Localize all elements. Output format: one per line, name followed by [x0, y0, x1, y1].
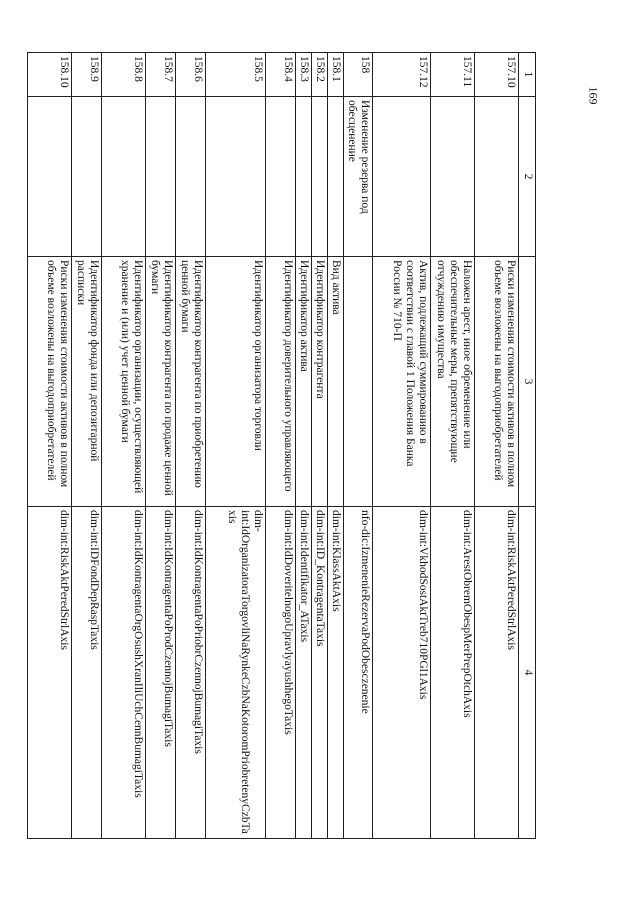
row-name — [296, 97, 312, 257]
data-table — [27, 52, 536, 839]
row-code: dim-int:IdDoveritelnogoUpravlyayushhegoTaxis — [266, 507, 296, 839]
row-number: 157.12 — [373, 53, 431, 97]
row-description: Идентификатор контрагента по приобретению ценной бумаги — [176, 257, 206, 507]
row-code: dim-int:VkhodSostAktTreb710PGl1Axis — [373, 507, 431, 839]
row-name — [431, 97, 475, 257]
row-number: 157.11 — [431, 53, 475, 97]
row-number: 158.3 — [296, 53, 312, 97]
row-code: dim-int:KlassAktAxis — [328, 507, 344, 839]
row-number: 158 — [344, 53, 373, 97]
row-number: 158.7 — [146, 53, 176, 97]
row-description: Идентификатор организатора торговли — [206, 257, 266, 507]
row-name — [373, 97, 431, 257]
row-description: Идентификатор доверительного управляющего — [266, 257, 296, 507]
row-name — [328, 97, 344, 257]
column-header: 4 — [519, 507, 536, 839]
table-row — [206, 53, 266, 839]
column-header: 3 — [519, 257, 536, 507]
row-name — [266, 97, 296, 257]
row-description: Риски изменения стоимости активов в полном объеме возложены на выгодоприобретателей — [475, 257, 519, 507]
row-name — [102, 97, 146, 257]
table-row — [475, 53, 519, 839]
row-name — [72, 97, 102, 257]
row-name — [28, 97, 72, 257]
row-code: dim-int:IDFondDepRaspTaxis — [72, 507, 102, 839]
row-name — [206, 97, 266, 257]
table-row — [176, 53, 206, 839]
table-row — [328, 53, 344, 839]
row-description: Идентификатор организации, осуществляющей хранение и (или) учет ценной бумаги — [102, 257, 146, 507]
row-number: 158.6 — [176, 53, 206, 97]
row-code: dim-int:ArestObremObespMerPrepOtchAxis — [431, 507, 475, 839]
row-description: Идентификатор актива — [296, 257, 312, 507]
row-description: Идентификатор фонда или депозитарной расписки — [72, 257, 102, 507]
row-number: 157.10 — [475, 53, 519, 97]
table-row — [72, 53, 102, 839]
row-number: 158.4 — [266, 53, 296, 97]
table-header-row — [519, 53, 536, 839]
table-row — [28, 53, 72, 839]
table-row — [296, 53, 312, 839]
row-code: nfo-dic:IzmenenieRezervaPodObesczenenie — [344, 507, 373, 839]
table-row — [431, 53, 475, 839]
row-number: 158.2 — [312, 53, 328, 97]
row-name: Изменение резерва под обесценение — [344, 97, 373, 257]
row-number: 158.5 — [206, 53, 266, 97]
row-description: Идентификатор контрагента — [312, 257, 328, 507]
row-code: dim-int:RiskAktPeredStrlAxis — [475, 507, 519, 839]
row-code: dim-int:IdOrganizatoraTorgovliNaRynkeCzbNaKotoromPriobretenyCzbTaxis — [206, 507, 266, 839]
row-name — [312, 97, 328, 257]
row-description: Идентификатор контрагента по продаже ценной бумаги — [146, 257, 176, 507]
table-row — [266, 53, 296, 839]
rotated-table-area — [45, 52, 536, 838]
row-name — [146, 97, 176, 257]
row-number: 158.10 — [28, 53, 72, 97]
row-number: 158.9 — [72, 53, 102, 97]
row-code: dim-int:IdKontragentaPoPriobrCzennojBumagiTaxis — [176, 507, 206, 839]
row-description: Наложен арест, иное обременение или обеспечительные меры, препятствующие отчуждению имущества — [431, 257, 475, 507]
table-row — [102, 53, 146, 839]
table-row — [312, 53, 328, 839]
row-name — [176, 97, 206, 257]
row-name — [475, 97, 519, 257]
row-number: 158.8 — [102, 53, 146, 97]
row-description — [344, 257, 373, 507]
column-header: 2 — [519, 97, 536, 257]
row-code: dim-int:IdKontragentaPoProdCzennojBumagiTaxis — [146, 507, 176, 839]
row-description: Актив, подлежащий суммированию в соответствии с главой 1 Положения Банка России № 710-П — [373, 257, 431, 507]
row-description: Риски изменения стоимости активов в полном объеме возложены на выгодоприобретателей — [28, 257, 72, 507]
row-code: dim-int:IdKontragentaOrgOsushXranIliUchCennBumagiTaxis — [102, 507, 146, 839]
table-row — [146, 53, 176, 839]
table-row — [373, 53, 431, 839]
page-number: 169 — [586, 86, 601, 105]
row-number: 158.1 — [328, 53, 344, 97]
column-header: 1 — [519, 53, 536, 97]
row-code: dim-int:Identifikator_ATaxis — [296, 507, 312, 839]
table-row — [344, 53, 373, 839]
row-description: Вид актива — [328, 257, 344, 507]
row-code: dim-int:RiskAktPeredStrlAxis — [28, 507, 72, 839]
table-rotator — [45, 52, 536, 838]
row-code: dim-int:ID_KontragentaTaxis — [312, 507, 328, 839]
